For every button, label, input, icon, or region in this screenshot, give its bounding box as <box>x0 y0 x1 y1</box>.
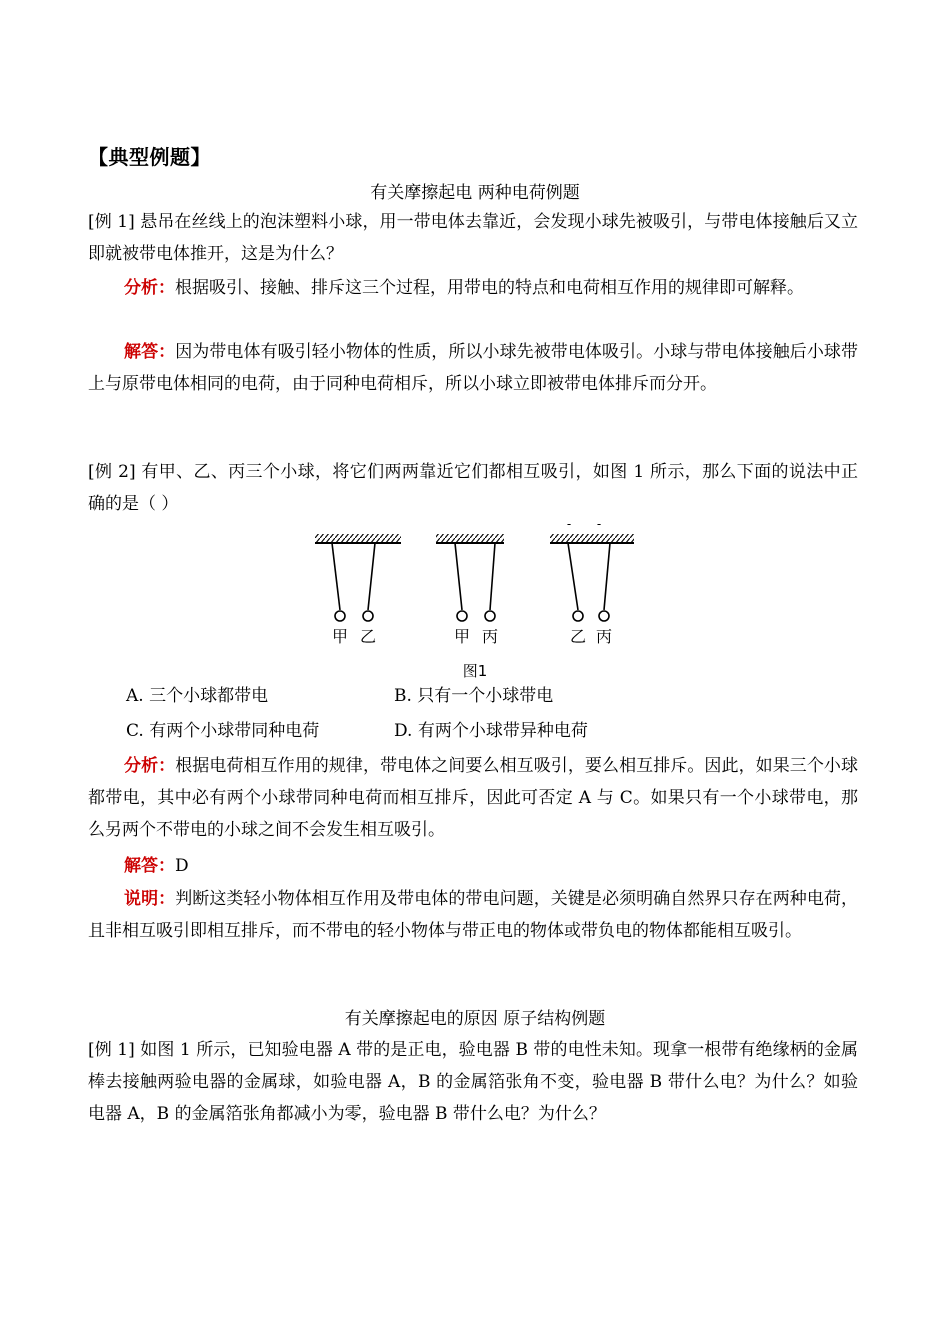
example2-question: [例 2] 有甲、乙、丙三个小球，将它们两两靠近它们都相互吸引，如图 1 所示，那么下面的说法中正确的是（ ） <box>88 462 858 514</box>
section2-example1-question: [例 1] 如图 1 所示，已知验电器 A 带的是正电，验电器 B 带的电性未知。现拿一根带有绝缘柄的金属棒去接触两验电器的金属球，如验电器 A，B 的金属箔张角不变，验电器 B 带什么电？为什么？如验电器 A，B 的金属箔张角都减小为零，验电器 B 带什么电？为什么？ <box>88 1040 858 1124</box>
note-text: 判断这类轻小物体相互作用及带电体的带电问题，关键是必须明确自然界只存在两种电荷，且非相互吸引即相互排斥，而不带电的轻小物体与带正电的物体或带负电的物体都能相互吸引。 <box>88 889 859 941</box>
analysis-label: 分析： <box>124 278 175 298</box>
example2-note <box>88 883 858 947</box>
section-heading: 【典型例题】 <box>88 145 211 169</box>
option-a: A. 三个小球都带电 <box>126 686 269 706</box>
analysis-text: 根据电荷相互作用的规律，带电体之间要么相互吸引，要么相互排斥。因此，如果三个小球都带电，其中必有两个小球带同种电荷而相互排斥，因此可否定 A 与 C。如果只有一个小球带电，那么另两个不带电的小球之间不会发生相互吸引。 <box>88 756 859 840</box>
ball-label-bing-2: 丙 <box>481 627 499 646</box>
analysis-text: 根据吸引、接触、排斥这三个过程，用带电的特点和电荷相互作用的规律即可解释。 <box>175 278 804 298</box>
figure-1 <box>310 520 640 685</box>
option-b: B. 只有一个小球带电 <box>394 686 554 706</box>
option-d: D. 有两个小球带异种电荷 <box>394 721 588 741</box>
answer-label: 解答： <box>124 342 176 362</box>
figure-caption: 图1 <box>462 662 488 680</box>
charge-mark-2: - <box>596 520 602 531</box>
pendulum-pair-1 <box>315 534 401 646</box>
ball-label-jia-1: 甲 <box>331 627 349 646</box>
ball-label-yi-3: 乙 <box>569 627 587 646</box>
example1-analysis <box>88 272 858 304</box>
example1-answer <box>88 336 858 400</box>
pendulum-pair-3 <box>550 520 634 646</box>
charge-mark-1: - <box>566 520 572 531</box>
ball-label-bing-3: 丙 <box>595 627 613 646</box>
section2-title: 有关摩擦起电的原因 原子结构例题 <box>344 1009 606 1029</box>
section1-title: 有关摩擦起电 两种电荷例题 <box>370 183 580 203</box>
answer-label: 解答： <box>124 856 175 876</box>
note-label: 说明： <box>124 889 176 909</box>
ball-label-yi-1: 乙 <box>359 627 377 646</box>
answer-text: 因为带电体有吸引轻小物体的性质，所以小球先被带电体吸引。小球与带电体接触后小球带上与原带电体相同的电荷，由于同种电荷相斥，所以小球立即被带电体排斥而分开。 <box>88 342 859 394</box>
example2-answer <box>88 850 858 882</box>
answer-text: D <box>175 856 189 876</box>
ball-label-jia-2: 甲 <box>453 627 471 646</box>
pendulum-pair-2 <box>436 534 504 646</box>
example1-question: [例 1] 悬吊在丝线上的泡沫塑料小球，用一带电体去靠近，会发现小球先被吸引，与带电体接触后又立即就被带电体推开，这是为什么？ <box>88 212 858 264</box>
option-c: C. 有两个小球带同种电荷 <box>126 721 320 741</box>
analysis-label: 分析： <box>124 756 176 776</box>
example2-analysis <box>88 750 858 846</box>
